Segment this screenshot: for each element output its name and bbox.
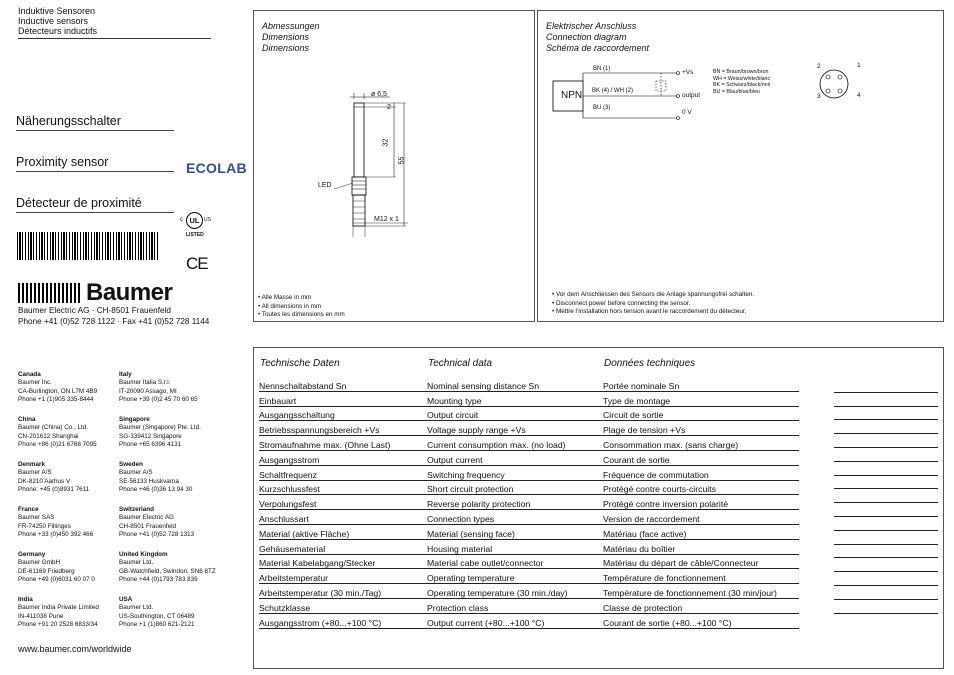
office-line: DK-8210 Aarhus V (18, 477, 71, 485)
office-france (18, 506, 118, 540)
tech-cell-en: Material (sensing face) (427, 524, 603, 539)
value-blank-line (834, 502, 938, 503)
office-germany (18, 551, 118, 585)
office-country: Canada (18, 371, 41, 378)
tech-cell-fr: Température de fonctionnement (30 min/jour) (603, 584, 799, 599)
value-blank-line (834, 406, 938, 407)
ecolab-logo: ECOLAB (186, 160, 247, 176)
sensor-body (354, 103, 364, 177)
table-row (259, 539, 799, 554)
tech-cell-de: Stromaufnahme max. (Ohne Last) (259, 436, 427, 451)
office-line: DE-61169 Friedberg (18, 567, 75, 575)
tech-cell-fr: Courant de sortie (603, 450, 799, 465)
office-line: Baumer Inc. (18, 379, 52, 387)
ul-c-mark: c (180, 217, 183, 223)
ul-listed-text: LISTED (186, 232, 204, 238)
baumer-logo-icon (18, 283, 80, 303)
dimensions-notes (258, 294, 345, 320)
document-header (18, 6, 97, 36)
value-blank-line (834, 475, 938, 476)
product-name-fr: Détecteur de proximité (16, 196, 142, 210)
tech-cell-fr: Matériau du départ de câble/Connecteur (603, 554, 799, 569)
table-row (259, 510, 799, 525)
tech-cell-en: Housing material (427, 539, 603, 554)
value-blank-line (834, 488, 938, 489)
table-row (259, 480, 799, 495)
tech-cell-de: Verpolungsfest (259, 495, 427, 510)
value-blank-line (834, 585, 938, 586)
connection-note: • Vor dem Anschliessen des Sensors die Anlage spannungsfrei schalten. (552, 291, 755, 298)
tech-cell-de: Nennschaltabstand Sn (259, 377, 427, 391)
legend-item: WH = Weiss/white/blanc (713, 75, 771, 82)
value-blank-line (834, 613, 938, 614)
tech-cell-de: Arbeitstemperatur (259, 569, 427, 584)
product-divider-en (16, 171, 174, 172)
office-line: Baumer (China) Co., Ltd. (18, 424, 88, 432)
dimensions-panel (253, 10, 535, 322)
npn-label: NPN (561, 90, 583, 101)
table-row (259, 377, 799, 391)
office-line: Phone +1 (1)905 335-8444 (18, 396, 94, 404)
company-address: Baumer Electric AG · CH-8501 Frauenfeld (18, 306, 171, 315)
barcode (17, 232, 159, 260)
office-line: Phone +1 (1)860 621-2121 (119, 621, 195, 629)
office-line: Phone +41 (0)52 728 1313 (119, 531, 195, 539)
office-line: Phone +65 6396 4131 (119, 441, 182, 449)
table-row (259, 524, 799, 539)
office-line: Phone +33 (0)450 392 466 (18, 531, 94, 539)
office-line: GB-Watchfield, Swindon, SN6 8TZ (119, 567, 216, 575)
office-country: Italy (119, 371, 132, 378)
tech-cell-de: Betriebsspannungsbereich +Vs (259, 421, 427, 436)
dimensions-title-fr: Dimensions (262, 43, 310, 53)
office-line: Baumer (Singapore) Pte. Ltd. (119, 424, 201, 432)
dimensions-title-en: Dimensions (262, 32, 310, 42)
product-divider-fr (16, 212, 174, 213)
office-line: Baumer Italia S.r.l. (119, 379, 171, 387)
office-line: Phone +49 (0)6031 60 07 0 (18, 576, 95, 584)
tech-cell-en: Current consumption max. (no load) (427, 436, 603, 451)
tech-cell-en: Voltage supply range +Vs (427, 421, 603, 436)
product-name-de: Näherungsschalter (16, 114, 121, 128)
tech-cell-en: Material cabe outlet/connector (427, 554, 603, 569)
office-sweden (119, 461, 219, 495)
tech-cell-fr: Matériau (face active) (603, 524, 799, 539)
technical-data-table (259, 377, 799, 629)
table-row (259, 613, 799, 628)
office-line: FR-74250 Fillinges (18, 522, 71, 530)
office-usa (119, 596, 219, 630)
tech-cell-en: Reverse polarity protection (427, 495, 603, 510)
ul-listed-logo (180, 211, 214, 241)
office-line: SE-56133 Huskvarna (119, 477, 179, 485)
tech-cell-de: Material (aktive Fläche) (259, 524, 427, 539)
office-country: Singapore (119, 416, 150, 423)
terminal-vs: +Vs (682, 69, 694, 76)
connection-notes (552, 291, 754, 317)
header-divider (18, 38, 211, 39)
pin-2-label: 2 (817, 63, 821, 70)
connection-note: • Disconnect power before connecting the sensor. (552, 299, 691, 307)
connection-title-de: Elektrischer Anschluss (546, 21, 637, 31)
connector-body (352, 177, 366, 195)
table-row (259, 554, 799, 569)
tech-cell-de: Kurzschlussfest (259, 480, 427, 495)
tech-header-fr: Données techniques (604, 358, 696, 369)
tech-cell-de: Gehäusematerial (259, 539, 427, 554)
tech-header-en: Technical data (428, 358, 493, 369)
office-line: Phone: +45 (0)8931 7611 (18, 486, 90, 494)
office-country: United Kingdom (119, 551, 168, 558)
value-blank-line (834, 544, 938, 545)
tech-cell-en: Operating temperature (30 min./day) (427, 584, 603, 599)
company-address-block (18, 305, 209, 327)
terminal-output: output (682, 92, 701, 99)
tech-cell-fr: Consommation max. (sans charge) (603, 436, 799, 451)
tech-cell-fr: Classe de protection (603, 598, 799, 613)
dimension-2-label: 2 (387, 104, 391, 111)
wiring-diagram (538, 11, 943, 321)
office-line: Phone +91 20 2528 6833/34 (18, 621, 98, 629)
office-line: CH-8501 Frauenfeld (119, 522, 177, 530)
office-country: Switzerland (119, 506, 154, 513)
tech-cell-en: Operating temperature (427, 569, 603, 584)
table-row (259, 450, 799, 465)
wire-bn-label: BN (1) (593, 66, 611, 72)
office-china (18, 416, 118, 450)
table-row (259, 436, 799, 451)
dimensions-title-de: Abmessungen (262, 21, 320, 31)
led-leader-line (334, 183, 353, 189)
connection-panel (537, 10, 944, 322)
office-country: Sweden (119, 461, 143, 468)
led-label: LED (318, 182, 332, 189)
tech-cell-en: Short circuit protection (427, 480, 603, 495)
technical-data-panel (253, 347, 944, 669)
tech-cell-fr: Portée nominale Sn (603, 377, 799, 391)
product-name-en: Proximity sensor (16, 155, 109, 169)
tech-cell-fr: Type de montage (603, 391, 799, 406)
value-blank-line (834, 599, 938, 600)
tech-cell-fr: Matériau du boîtier (603, 539, 799, 554)
table-row (259, 584, 799, 599)
thread-label: M12 x 1 (374, 216, 399, 223)
tech-cell-de: Anschlussart (259, 510, 427, 525)
tech-cell-fr: Fréquence de commutation (603, 465, 799, 480)
tech-cell-de: Ausgangsstrom (+80...+100 °C) (259, 613, 427, 628)
tech-cell-en: Output circuit (427, 406, 603, 421)
table-row (259, 598, 799, 613)
office-italy (119, 371, 219, 405)
tech-cell-en: Mounting type (427, 391, 603, 406)
office-united-kingdom (119, 551, 219, 585)
value-blank-line (834, 571, 938, 572)
connection-title-fr: Schéma de raccordement (546, 43, 650, 53)
dimension-55-label: 55 (398, 156, 406, 165)
tech-cell-en: Nominal sensing distance Sn (427, 377, 603, 391)
header-line-de: Induktive Sensoren (18, 6, 96, 16)
connection-title-en: Connection diagram (546, 32, 627, 42)
tech-cell-en: Connection types (427, 510, 603, 525)
tech-cell-fr: Circuit de sortie (603, 406, 799, 421)
ul-circle-icon: UL (186, 212, 203, 229)
tech-cell-de: Einbauart (259, 391, 427, 406)
pin-3-label: 3 (817, 93, 821, 100)
office-line: Baumer A/S (119, 469, 153, 477)
legend-item: BK = Schwarz/black/noir (713, 82, 771, 88)
product-divider-de (16, 130, 174, 131)
office-line: Phone +39 (0)2 45 70 60 65 (119, 396, 198, 404)
table-row (259, 421, 799, 436)
pin-4-label: 4 (857, 92, 861, 99)
office-country: India (18, 596, 33, 603)
tech-cell-fr: Courant de sortie (+80...+100 °C) (603, 613, 799, 628)
office-line: Baumer Electric AG (119, 514, 174, 522)
office-country: USA (119, 596, 133, 603)
pin-1-label: 1 (857, 62, 861, 69)
tech-cell-de: Arbeitstemperatur (30 min./Tag) (259, 584, 427, 599)
connector-thread (353, 195, 365, 226)
tech-cell-de: Material Kabelabgang/Stecker (259, 554, 427, 569)
office-line: Baumer GmbH (18, 559, 60, 567)
office-line: Baumer Ltd. (119, 604, 154, 612)
tech-cell-en: Output current (427, 450, 603, 465)
tech-cell-fr: Protégé contre courts-circuits (603, 480, 799, 495)
website-link[interactable]: www.baumer.com/worldwide (18, 644, 132, 654)
value-blank-line (834, 516, 938, 517)
office-line: CN-201612 Shanghai (18, 432, 79, 440)
office-country: China (18, 416, 36, 423)
office-line: IN-411038 Pune (18, 612, 64, 620)
table-row (259, 391, 799, 406)
office-line: Baumer Ltd. (119, 559, 154, 567)
tech-cell-de: Schaltfrequenz (259, 465, 427, 480)
dimension-32-label: 32 (382, 138, 390, 147)
value-blank-line (834, 419, 938, 420)
dimensions-note: • Alle Masse in mm (258, 294, 312, 301)
value-blank-line (834, 447, 938, 448)
office-line: US-Southington, CT 06489 (119, 612, 195, 620)
tech-cell-fr: Plage de tension +Vs (603, 421, 799, 436)
office-line: SG-339412 Singapore (119, 432, 182, 440)
office-canada (18, 371, 118, 405)
wire-color-legend (713, 69, 771, 95)
office-country: France (18, 506, 39, 513)
wire-bu-label: BU (3) (593, 105, 611, 111)
tech-cell-en: Protection class (427, 598, 603, 613)
office-denmark (18, 461, 118, 495)
table-row (259, 465, 799, 480)
terminal-0v: 0 V (682, 109, 692, 116)
office-line: IT-20090 Assago, MI (119, 387, 177, 395)
table-row (259, 569, 799, 584)
tech-cell-de: Ausgangsstrom (259, 450, 427, 465)
office-line: Phone +44 (0)1793 783 839 (119, 576, 198, 584)
dimensions-note: • All dimensions in mm (258, 302, 322, 310)
header-line-en: Inductive sensors (18, 16, 89, 26)
tech-cell-fr: Température de fonctionnement (603, 569, 799, 584)
office-line: CA-Burlington, ON L7M 4B9 (18, 387, 98, 395)
connector-face (820, 70, 848, 98)
office-line: Baumer SAS (18, 514, 55, 522)
baumer-logo-wordmark: Baumer (86, 279, 173, 306)
office-line: Phone +86 (0)21 6768 7095 (18, 441, 97, 449)
office-country: Germany (18, 551, 46, 558)
office-country: Denmark (18, 461, 45, 468)
tech-cell-fr: Protégé contre inversion polarité (603, 495, 799, 510)
wire-bk-label: BK (4) / WH (2) (592, 88, 634, 94)
value-blank-line (834, 461, 938, 462)
legend-item: BU = Blau/blue/bleu (713, 88, 760, 95)
diameter-label: ø 6,5 (371, 91, 387, 98)
tech-cell-en: Output current (+80...+100 °C) (427, 613, 603, 628)
office-india (18, 596, 118, 630)
dimensions-note: • Toutes les dimensions en mm (258, 311, 345, 319)
value-blank-line (834, 433, 938, 434)
table-row (259, 495, 799, 510)
office-switzerland (119, 506, 219, 540)
value-blank-line (834, 392, 938, 393)
tech-cell-de: Schutzklasse (259, 598, 427, 613)
ul-us-mark: US (204, 217, 211, 223)
tech-header-de: Technische Daten (260, 358, 340, 369)
value-blank-line (834, 557, 938, 558)
legend-item: BN = Braun/brown/brun (713, 69, 769, 75)
tech-cell-de: Ausgangsschaltung (259, 406, 427, 421)
table-row (259, 406, 799, 421)
tech-cell-fr: Version de raccordement (603, 510, 799, 525)
sensor-dimension-drawing (254, 11, 534, 321)
connection-note: • Mettre l’installation hors tension avant le raccordement du détecteur. (552, 308, 747, 316)
ce-mark: CE (186, 254, 208, 273)
value-blank-line (834, 530, 938, 531)
header-line-fr: Détecteurs inductifs (18, 26, 98, 36)
office-line: Phone +46 (0)36 13 94 30 (119, 486, 193, 494)
office-singapore (119, 416, 219, 450)
office-line: Baumer A/S (18, 469, 52, 477)
tech-cell-en: Switching frequency (427, 465, 603, 480)
office-line: Baumer India Private Limited (18, 604, 99, 612)
company-phone: Phone +41 (0)52 728 1122 · Fax +41 (0)52 728 1144 (18, 317, 210, 326)
